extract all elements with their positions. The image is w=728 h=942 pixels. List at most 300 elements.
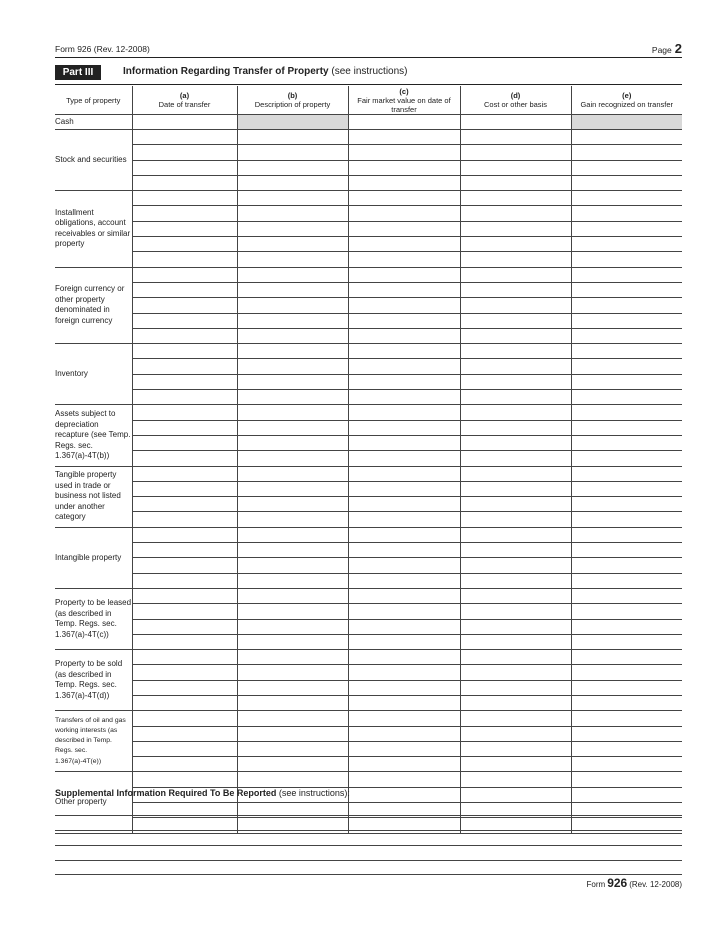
entry-cell[interactable] bbox=[571, 481, 682, 496]
entry-cell[interactable] bbox=[132, 650, 237, 665]
supplemental-line[interactable] bbox=[55, 845, 682, 846]
entry-cell[interactable] bbox=[460, 741, 571, 756]
entry-cell[interactable] bbox=[132, 160, 237, 175]
entry-cell[interactable] bbox=[237, 619, 348, 634]
entry-cell[interactable] bbox=[348, 558, 460, 573]
table-row bbox=[55, 298, 682, 313]
table-row bbox=[55, 390, 682, 405]
entry-cell[interactable] bbox=[237, 741, 348, 756]
entry-cell[interactable] bbox=[237, 206, 348, 221]
entry-cell[interactable] bbox=[571, 435, 682, 450]
entry-cell[interactable] bbox=[132, 741, 237, 756]
property-type-label: Installment obligations, account receivables or similar property bbox=[55, 191, 132, 267]
entry-cell[interactable] bbox=[460, 481, 571, 496]
supplemental-line[interactable] bbox=[55, 830, 682, 831]
table-row bbox=[55, 145, 682, 160]
column-header-a bbox=[132, 86, 237, 115]
entry-cell[interactable] bbox=[237, 267, 348, 282]
entry-cell[interactable] bbox=[237, 634, 348, 649]
entry-cell[interactable] bbox=[571, 221, 682, 236]
entry-cell[interactable] bbox=[348, 237, 460, 252]
entry-cell[interactable] bbox=[571, 191, 682, 206]
entry-cell[interactable] bbox=[132, 512, 237, 527]
entry-cell[interactable] bbox=[460, 634, 571, 649]
entry-cell[interactable] bbox=[237, 466, 348, 481]
entry-cell[interactable] bbox=[571, 527, 682, 542]
table-body bbox=[55, 115, 682, 834]
table-row bbox=[55, 405, 682, 420]
table-row bbox=[55, 435, 682, 450]
entry-cell[interactable] bbox=[460, 543, 571, 558]
table-row bbox=[55, 481, 682, 496]
table-row bbox=[55, 543, 682, 558]
entry-cell[interactable] bbox=[348, 374, 460, 389]
entry-cell[interactable] bbox=[348, 145, 460, 160]
entry-cell[interactable] bbox=[571, 787, 682, 802]
entry-cell[interactable] bbox=[132, 435, 237, 450]
entry-cell[interactable] bbox=[571, 313, 682, 328]
entry-cell[interactable] bbox=[348, 772, 460, 787]
entry-cell[interactable] bbox=[132, 680, 237, 695]
entry-cell[interactable] bbox=[571, 145, 682, 160]
entry-cell[interactable] bbox=[132, 298, 237, 313]
entry-cell[interactable] bbox=[237, 695, 348, 710]
column-header-row bbox=[55, 86, 682, 115]
entry-cell[interactable] bbox=[460, 787, 571, 802]
entry-cell[interactable] bbox=[571, 328, 682, 343]
entry-cell[interactable] bbox=[460, 115, 571, 130]
entry-cell[interactable] bbox=[132, 191, 237, 206]
entry-cell[interactable] bbox=[237, 757, 348, 772]
entry-cell[interactable] bbox=[237, 282, 348, 297]
part-title bbox=[123, 66, 408, 77]
entry-cell[interactable] bbox=[132, 130, 237, 145]
entry-cell[interactable] bbox=[132, 390, 237, 405]
entry-cell[interactable] bbox=[571, 160, 682, 175]
entry-cell[interactable] bbox=[571, 543, 682, 558]
entry-cell[interactable] bbox=[348, 650, 460, 665]
entry-cell[interactable] bbox=[348, 680, 460, 695]
property-type-label: Inventory bbox=[55, 344, 132, 405]
entry-cell[interactable] bbox=[348, 451, 460, 466]
table-row bbox=[55, 267, 682, 282]
table-row bbox=[55, 344, 682, 359]
entry-cell bbox=[237, 115, 348, 130]
column-letter: (c) bbox=[399, 86, 409, 96]
table-row bbox=[55, 130, 682, 145]
entry-cell[interactable] bbox=[237, 604, 348, 619]
entry-cell[interactable] bbox=[237, 390, 348, 405]
entry-cell[interactable] bbox=[132, 588, 237, 603]
column-header-type bbox=[55, 86, 132, 115]
entry-cell[interactable] bbox=[460, 466, 571, 481]
entry-cell[interactable] bbox=[132, 252, 237, 267]
column-label: Gain recognized on transfer bbox=[580, 100, 674, 109]
entry-cell[interactable] bbox=[132, 527, 237, 542]
entry-cell[interactable] bbox=[237, 588, 348, 603]
entry-cell[interactable] bbox=[460, 558, 571, 573]
part-title-text: Information Regarding Transfer of Property bbox=[123, 66, 329, 77]
entry-cell[interactable] bbox=[237, 252, 348, 267]
entry-cell[interactable] bbox=[348, 160, 460, 175]
entry-cell[interactable] bbox=[460, 191, 571, 206]
entry-cell[interactable] bbox=[460, 573, 571, 588]
entry-cell[interactable] bbox=[237, 497, 348, 512]
entry-cell[interactable] bbox=[571, 175, 682, 190]
entry-cell[interactable] bbox=[571, 558, 682, 573]
page-number: 2 bbox=[674, 41, 682, 56]
entry-cell[interactable] bbox=[348, 191, 460, 206]
entry-cell[interactable] bbox=[237, 374, 348, 389]
entry-cell[interactable] bbox=[348, 390, 460, 405]
table-row bbox=[55, 726, 682, 741]
transfer-property-table bbox=[55, 86, 682, 834]
entry-cell[interactable] bbox=[460, 680, 571, 695]
entry-cell[interactable] bbox=[460, 757, 571, 772]
entry-cell[interactable] bbox=[460, 344, 571, 359]
entry-cell[interactable] bbox=[132, 221, 237, 236]
entry-cell[interactable] bbox=[571, 695, 682, 710]
entry-cell[interactable] bbox=[237, 435, 348, 450]
entry-cell[interactable] bbox=[237, 527, 348, 542]
entry-cell[interactable] bbox=[132, 328, 237, 343]
entry-cell[interactable] bbox=[571, 619, 682, 634]
entry-cell[interactable] bbox=[132, 619, 237, 634]
entry-cell[interactable] bbox=[132, 634, 237, 649]
entry-cell[interactable] bbox=[237, 344, 348, 359]
part-title-suffix: (see instructions) bbox=[331, 66, 408, 77]
entry-cell[interactable] bbox=[237, 405, 348, 420]
entry-cell[interactable] bbox=[132, 726, 237, 741]
entry-cell[interactable] bbox=[237, 451, 348, 466]
table-row bbox=[55, 695, 682, 710]
table-row bbox=[55, 282, 682, 297]
entry-cell[interactable] bbox=[460, 252, 571, 267]
table-row bbox=[55, 650, 682, 665]
entry-cell[interactable] bbox=[460, 282, 571, 297]
entry-cell[interactable] bbox=[460, 665, 571, 680]
table-row bbox=[55, 741, 682, 756]
entry-cell[interactable] bbox=[348, 573, 460, 588]
entry-cell[interactable] bbox=[132, 466, 237, 481]
entry-cell[interactable] bbox=[348, 435, 460, 450]
entry-cell[interactable] bbox=[348, 282, 460, 297]
table-row bbox=[55, 772, 682, 787]
entry-cell[interactable] bbox=[132, 604, 237, 619]
entry-cell[interactable] bbox=[348, 313, 460, 328]
entry-cell[interactable] bbox=[460, 328, 571, 343]
entry-cell[interactable] bbox=[571, 267, 682, 282]
column-header-b bbox=[237, 86, 348, 115]
footer-rule bbox=[55, 874, 682, 875]
entry-cell[interactable] bbox=[460, 390, 571, 405]
entry-cell[interactable] bbox=[460, 711, 571, 726]
entry-cell[interactable] bbox=[460, 451, 571, 466]
entry-cell[interactable] bbox=[132, 145, 237, 160]
entry-cell[interactable] bbox=[132, 497, 237, 512]
entry-cell[interactable] bbox=[348, 405, 460, 420]
entry-cell[interactable] bbox=[237, 175, 348, 190]
column-label: Type of property bbox=[66, 95, 121, 105]
entry-cell[interactable] bbox=[237, 160, 348, 175]
entry-cell[interactable] bbox=[348, 726, 460, 741]
entry-cell[interactable] bbox=[571, 390, 682, 405]
property-type-label: Stock and securities bbox=[55, 130, 132, 191]
table-row bbox=[55, 466, 682, 481]
entry-cell[interactable] bbox=[460, 160, 571, 175]
table-row bbox=[55, 191, 682, 206]
entry-cell[interactable] bbox=[460, 130, 571, 145]
property-type-label: Cash bbox=[55, 115, 132, 130]
entry-cell[interactable] bbox=[132, 405, 237, 420]
entry-cell[interactable] bbox=[571, 405, 682, 420]
entry-cell[interactable] bbox=[348, 695, 460, 710]
entry-cell[interactable] bbox=[460, 619, 571, 634]
entry-cell[interactable] bbox=[348, 741, 460, 756]
entry-cell[interactable] bbox=[460, 206, 571, 221]
property-type-label: Assets subject to depreciation recapture (see Temp. Regs. sec. 1.367(a)-4T(b)) bbox=[55, 405, 132, 466]
entry-cell[interactable] bbox=[348, 420, 460, 435]
entry-cell[interactable] bbox=[460, 695, 571, 710]
form-footer bbox=[587, 876, 682, 890]
entry-cell[interactable] bbox=[348, 527, 460, 542]
table-row bbox=[55, 588, 682, 603]
table-row bbox=[55, 619, 682, 634]
entry-cell[interactable] bbox=[348, 252, 460, 267]
entry-cell[interactable] bbox=[571, 650, 682, 665]
property-type-label: Tangible property used in trade or business not listed under another category bbox=[55, 466, 132, 527]
table-row bbox=[55, 328, 682, 343]
table-row bbox=[55, 497, 682, 512]
entry-cell[interactable] bbox=[237, 543, 348, 558]
entry-cell[interactable] bbox=[348, 298, 460, 313]
entry-cell bbox=[571, 115, 682, 130]
entry-cell[interactable] bbox=[237, 726, 348, 741]
table-row bbox=[55, 237, 682, 252]
table-row bbox=[55, 252, 682, 267]
entry-cell[interactable] bbox=[348, 130, 460, 145]
entry-cell[interactable] bbox=[571, 252, 682, 267]
part-badge: Part III bbox=[55, 65, 101, 80]
property-type-label: Transfers of oil and gas working interests (as described in Temp. Regs. sec. 1.367(a)-4T(e)) bbox=[55, 711, 132, 772]
entry-cell[interactable] bbox=[571, 344, 682, 359]
entry-cell[interactable] bbox=[571, 588, 682, 603]
entry-cell[interactable] bbox=[348, 115, 460, 130]
entry-cell[interactable] bbox=[460, 772, 571, 787]
entry-cell[interactable] bbox=[571, 604, 682, 619]
entry-cell[interactable] bbox=[348, 221, 460, 236]
table-row bbox=[55, 313, 682, 328]
entry-cell[interactable] bbox=[132, 711, 237, 726]
column-label: Cost or other basis bbox=[484, 100, 547, 109]
entry-cell[interactable] bbox=[571, 741, 682, 756]
entry-cell[interactable] bbox=[348, 757, 460, 772]
entry-cell[interactable] bbox=[460, 420, 571, 435]
entry-cell[interactable] bbox=[237, 650, 348, 665]
entry-cell[interactable] bbox=[237, 359, 348, 374]
entry-cell[interactable] bbox=[348, 787, 460, 802]
supplemental-line[interactable] bbox=[55, 815, 682, 816]
entry-cell[interactable] bbox=[132, 282, 237, 297]
entry-cell[interactable] bbox=[348, 711, 460, 726]
entry-cell[interactable] bbox=[571, 757, 682, 772]
entry-cell[interactable] bbox=[348, 512, 460, 527]
entry-cell[interactable] bbox=[237, 512, 348, 527]
entry-cell[interactable] bbox=[132, 115, 237, 130]
entry-cell[interactable] bbox=[571, 711, 682, 726]
property-type-label: Foreign currency or other property denominated in foreign currency bbox=[55, 267, 132, 343]
entry-cell[interactable] bbox=[571, 512, 682, 527]
entry-cell[interactable] bbox=[348, 497, 460, 512]
entry-cell[interactable] bbox=[132, 359, 237, 374]
table-row bbox=[55, 359, 682, 374]
entry-cell[interactable] bbox=[348, 634, 460, 649]
entry-cell[interactable] bbox=[460, 221, 571, 236]
entry-cell[interactable] bbox=[132, 665, 237, 680]
column-letter: (e) bbox=[622, 91, 632, 100]
table-row bbox=[55, 757, 682, 772]
entry-cell[interactable] bbox=[460, 267, 571, 282]
entry-cell[interactable] bbox=[348, 665, 460, 680]
entry-cell[interactable] bbox=[460, 527, 571, 542]
entry-cell[interactable] bbox=[460, 237, 571, 252]
supplemental-heading bbox=[55, 788, 350, 798]
entry-cell[interactable] bbox=[237, 711, 348, 726]
column-letter: (a) bbox=[179, 91, 190, 100]
table-row bbox=[55, 160, 682, 175]
entry-cell[interactable] bbox=[132, 374, 237, 389]
entry-cell[interactable] bbox=[571, 451, 682, 466]
entry-cell[interactable] bbox=[571, 573, 682, 588]
entry-cell[interactable] bbox=[348, 206, 460, 221]
entry-cell[interactable] bbox=[460, 374, 571, 389]
entry-cell[interactable] bbox=[237, 573, 348, 588]
entry-cell[interactable] bbox=[132, 313, 237, 328]
property-type-label: Other property bbox=[55, 772, 132, 833]
entry-cell[interactable] bbox=[348, 466, 460, 481]
entry-cell[interactable] bbox=[460, 175, 571, 190]
entry-cell[interactable] bbox=[132, 420, 237, 435]
entry-cell[interactable] bbox=[237, 237, 348, 252]
entry-cell[interactable] bbox=[571, 359, 682, 374]
entry-cell[interactable] bbox=[237, 328, 348, 343]
column-label: Fair market value on date of transfer bbox=[357, 95, 451, 114]
table-row bbox=[55, 558, 682, 573]
entry-cell[interactable] bbox=[132, 543, 237, 558]
entry-cell[interactable] bbox=[132, 206, 237, 221]
entry-cell[interactable] bbox=[460, 650, 571, 665]
column-letter: (d) bbox=[510, 91, 521, 100]
entry-cell[interactable] bbox=[348, 604, 460, 619]
entry-cell[interactable] bbox=[571, 237, 682, 252]
column-letter: (b) bbox=[287, 91, 298, 100]
entry-cell[interactable] bbox=[571, 772, 682, 787]
entry-cell[interactable] bbox=[237, 130, 348, 145]
entry-cell[interactable] bbox=[571, 665, 682, 680]
entry-cell[interactable] bbox=[132, 558, 237, 573]
entry-cell[interactable] bbox=[571, 374, 682, 389]
entry-cell[interactable] bbox=[571, 298, 682, 313]
entry-cell[interactable] bbox=[460, 512, 571, 527]
entry-cell[interactable] bbox=[348, 344, 460, 359]
table-row bbox=[55, 680, 682, 695]
entry-cell[interactable] bbox=[571, 420, 682, 435]
entry-cell[interactable] bbox=[348, 175, 460, 190]
table-row bbox=[55, 175, 682, 190]
entry-cell[interactable] bbox=[460, 405, 571, 420]
entry-cell[interactable] bbox=[237, 191, 348, 206]
column-header-e bbox=[571, 86, 682, 115]
entry-cell[interactable] bbox=[132, 175, 237, 190]
entry-cell[interactable] bbox=[460, 313, 571, 328]
entry-cell[interactable] bbox=[132, 757, 237, 772]
entry-cell[interactable] bbox=[571, 634, 682, 649]
entry-cell[interactable] bbox=[348, 328, 460, 343]
entry-cell[interactable] bbox=[460, 588, 571, 603]
entry-cell[interactable] bbox=[460, 145, 571, 160]
entry-cell[interactable] bbox=[460, 435, 571, 450]
entry-cell[interactable] bbox=[571, 206, 682, 221]
entry-cell[interactable] bbox=[460, 726, 571, 741]
entry-cell[interactable] bbox=[571, 130, 682, 145]
property-type-label: Intangible property bbox=[55, 527, 132, 588]
entry-cell[interactable] bbox=[237, 420, 348, 435]
entry-cell[interactable] bbox=[348, 543, 460, 558]
entry-cell[interactable] bbox=[237, 298, 348, 313]
entry-cell[interactable] bbox=[132, 267, 237, 282]
entry-cell[interactable] bbox=[571, 726, 682, 741]
table-row bbox=[55, 115, 682, 130]
entry-cell[interactable] bbox=[348, 588, 460, 603]
entry-cell[interactable] bbox=[571, 680, 682, 695]
entry-cell[interactable] bbox=[237, 772, 348, 787]
page-label: Page bbox=[651, 45, 672, 55]
entry-cell[interactable] bbox=[132, 344, 237, 359]
entry-cell[interactable] bbox=[571, 282, 682, 297]
entry-cell[interactable] bbox=[237, 481, 348, 496]
table-row bbox=[55, 665, 682, 680]
entry-cell[interactable] bbox=[132, 451, 237, 466]
entry-cell[interactable] bbox=[132, 481, 237, 496]
entry-cell[interactable] bbox=[237, 680, 348, 695]
entry-cell[interactable] bbox=[348, 619, 460, 634]
entry-cell[interactable] bbox=[460, 604, 571, 619]
entry-cell[interactable] bbox=[460, 298, 571, 313]
table-row bbox=[55, 206, 682, 221]
supplemental-line[interactable] bbox=[55, 860, 682, 861]
entry-cell[interactable] bbox=[132, 237, 237, 252]
supplemental-title: Supplemental Information Required To Be Reported bbox=[55, 788, 277, 798]
entry-cell[interactable] bbox=[237, 313, 348, 328]
entry-cell[interactable] bbox=[237, 145, 348, 160]
part-rule bbox=[55, 84, 682, 85]
table-row bbox=[55, 420, 682, 435]
entry-cell[interactable] bbox=[348, 359, 460, 374]
entry-cell[interactable] bbox=[237, 558, 348, 573]
entry-cell[interactable] bbox=[348, 481, 460, 496]
entry-cell[interactable] bbox=[460, 359, 571, 374]
entry-cell[interactable] bbox=[571, 497, 682, 512]
entry-cell[interactable] bbox=[348, 267, 460, 282]
entry-cell[interactable] bbox=[571, 466, 682, 481]
column-label: Description of property bbox=[254, 100, 331, 109]
entry-cell[interactable] bbox=[132, 573, 237, 588]
entry-cell[interactable] bbox=[132, 695, 237, 710]
entry-cell[interactable] bbox=[132, 772, 237, 787]
entry-cell[interactable] bbox=[237, 221, 348, 236]
entry-cell[interactable] bbox=[460, 497, 571, 512]
entry-cell[interactable] bbox=[237, 665, 348, 680]
